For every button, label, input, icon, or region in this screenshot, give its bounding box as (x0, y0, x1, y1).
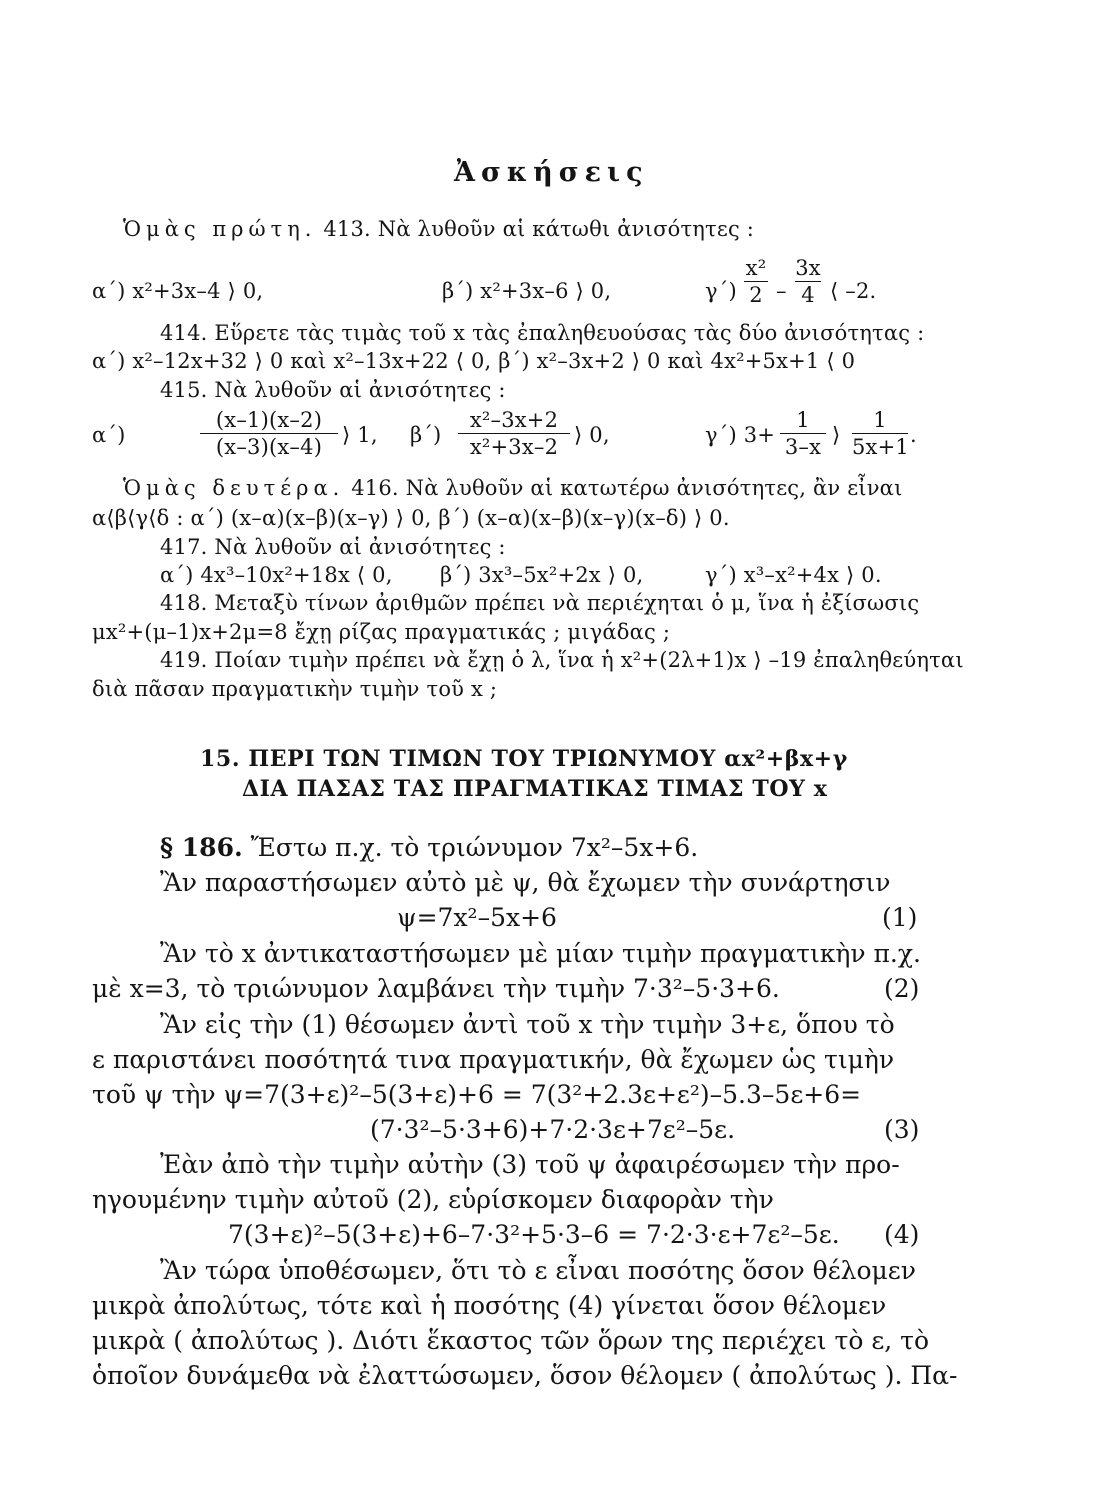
paragraph-line: Ἂν τὸ x ἀντικαταστήσωμεν μὲ μίαν τιμὴν πραγματικὴν π.χ. (160, 939, 921, 968)
equation-3: (7·3²–5·3+6)+7·2·3ε+7ε²–5ε. (370, 1115, 736, 1144)
exercise-418-line2: μx²+(μ–1)x+2μ=8 ἔχῃ ρίζας πραγματικάς ; μιγάδας ; (92, 620, 671, 644)
exercise-415-intro: 415. Νὰ λυθοῦν αἱ ἀνισότητες : (160, 378, 506, 402)
exercise-413-a: α΄) x²+3x–4 ⟩ 0, (92, 279, 264, 303)
paragraph-line: Ἂν παραστήσωμεν αὐτὸ μὲ ψ, θὰ ἔχωμεν τὴν συνάρτησιν (160, 868, 891, 897)
paragraph-line: ὁποῖον δυνάμεθα νὰ ἐλαττώσωμεν, ὅσον θέλομεν ( ἀπολύτως ). Πα- (92, 1361, 958, 1390)
exercise-415-a-prefix: α΄) (92, 423, 126, 447)
exercise-413-intro: 413. Νὰ λυθοῦν αἱ κάτωθι ἀνισότητες : (323, 217, 755, 241)
fraction-bar (458, 433, 570, 434)
exercise-416-line1 (123, 478, 903, 499)
paragraph-186-line1 (160, 835, 698, 860)
fraction-numerator: 1 (873, 408, 887, 432)
exercise-413-c-suffix: ⟨ –2. (830, 279, 877, 303)
exercise-416-line2: α⟨β⟨γ⟨δ : α΄) (x–α)(x–β)(x–γ) ⟩ 0, β΄) (x–α)(x–β)(x–γ)(x–δ) ⟩ 0. (92, 506, 730, 530)
fraction-numerator: (x–1)(x–2) (215, 408, 323, 432)
exercise-417-intro: 417. Νὰ λυθοῦν αἱ ἀνισότητες : (160, 535, 506, 559)
fraction (780, 410, 826, 458)
exercise-413-line (123, 219, 754, 240)
paragraph-line: μὲ x=3, τὸ τριώνυμον λαμβάνει τὴν τιμὴν 7·3²–5·3+6. (92, 974, 780, 1003)
exercise-417-b: β΄) 3x³–5x²+2x ⟩ 0, (440, 563, 644, 587)
fraction-denominator: 3–x (784, 435, 822, 459)
paragraph-mark: § 186. (160, 833, 243, 862)
exercise-415-c-suffix: . (910, 423, 917, 447)
group-label: Ὁμὰς πρώτη. (123, 217, 317, 241)
fraction-numerator: 1 (796, 408, 810, 432)
fraction (852, 410, 908, 458)
group-label: Ὁμὰς δευτέρα. (123, 476, 345, 500)
minus-sign: – (776, 279, 787, 303)
fraction-bar (744, 281, 768, 282)
fraction (744, 258, 768, 306)
paragraph-line: ε παριστάνει ποσότητά τινα πραγματικήν, θὰ ἔχωμεν ὡς τιμὴν (92, 1045, 895, 1074)
section-heading-line2: ΔΙΑ ΠΑΣΑΣ ΤΑΣ ΠΡΑΓΜΑΤΙΚΑΣ ΤΙΜΑΣ ΤΟΥ x (242, 776, 828, 802)
fraction-numerator: x² (745, 256, 767, 280)
fraction-bar (780, 433, 826, 434)
fraction-bar (795, 281, 821, 282)
exercise-419-line1: 419. Ποίαν τιμὴν πρέπει νὰ ἔχῃ ὁ λ, ἵνα ἡ x²+(2λ+1)x ⟩ –19 ἐπαληθεύηται (160, 648, 964, 672)
exercise-415-b-prefix: β΄) (410, 423, 442, 447)
fraction-numerator: 3x (795, 256, 821, 280)
equation-number: (4) (884, 1220, 920, 1249)
exercise-415-a-suffix: ⟩ 1, (342, 423, 378, 447)
paragraph-line: τοῦ ψ τὴν ψ=7(3+ε)²–5(3+ε)+6 = 7(3²+2.3ε+ε²)–5.3–5ε+6= (92, 1080, 862, 1109)
page-title: Ἀσκήσεις (454, 157, 649, 188)
fraction-denominator: 4 (801, 283, 815, 307)
fraction (200, 410, 338, 458)
fraction-denominator: 5x+1 (852, 435, 909, 459)
paragraph-line: ηγουμένην τιμὴν αὐτοῦ (2), εὑρίσκομεν διαφορὰν τὴν (92, 1185, 774, 1214)
exercise-415-c-prefix: γ΄) 3+ (705, 423, 776, 447)
exercise-419-line2: διὰ πᾶσαν πραγματικὴν τιμὴν τοῦ x ; (92, 677, 498, 701)
fraction (458, 410, 570, 458)
fraction-bar (200, 433, 338, 434)
fraction-denominator: (x–3)(x–4) (215, 435, 323, 459)
paragraph-line: μικρὰ ἀπολύτως, τότε καὶ ἡ ποσότης (4) γίνεται ὅσον θέλομεν (92, 1291, 887, 1320)
paragraph-line: Ἐὰν ἀπὸ τὴν τιμὴν αὐτὴν (3) τοῦ ψ ἀφαιρέσωμεν τὴν προ- (160, 1150, 900, 1179)
exercise-416-intro: 416. Νὰ λυθοῦν αἱ κατωτέρω ἀνισότητες, ἂν εἶναι (351, 476, 903, 500)
exercise-414-line2: α΄) x²–12x+32 ⟩ 0 καὶ x²–13x+22 ⟨ 0, β΄) x²–3x+2 ⟩ 0 καὶ 4x²+5x+1 ⟨ 0 (92, 349, 856, 373)
fraction-denominator: 2 (749, 283, 763, 307)
equation-number: (1) (882, 903, 918, 932)
section-heading-line1: 15. ΠΕΡΙ ΤΩΝ ΤΙΜΩΝ ΤΟΥ ΤΡΙΩΝΥΜΟΥ αx²+βx+γ (200, 746, 848, 772)
equation-number: (3) (884, 1115, 920, 1144)
fraction-denominator: x²+3x–2 (469, 435, 559, 459)
equation-1: ψ=7x²–5x+6 (397, 903, 557, 932)
exercise-414-line1: 414. Εὕρετε τὰς τιμὰς τοῦ x τὰς ἐπαληθευούσας τὰς δύο ἀνισότητας : (160, 321, 925, 345)
exercise-413-c-prefix: γ΄) (705, 279, 737, 303)
equation-number: (2) (884, 974, 920, 1003)
exercise-415-b-suffix: ⟩ 0, (574, 423, 610, 447)
exercise-417-a: α΄) 4x³–10x²+18x ⟨ 0, (160, 563, 393, 587)
fraction-numerator: x²–3x+2 (469, 408, 559, 432)
inequality-sign: ⟩ (832, 423, 841, 447)
exercise-413-b: β΄) x²+3x–6 ⟩ 0, (442, 279, 612, 303)
equation-4: 7(3+ε)²–5(3+ε)+6–7·3²+5·3–6 = 7·2·3·ε+7ε²–5ε. (228, 1220, 840, 1249)
exercise-418-line1: 418. Μεταξὺ τίνων ἀριθμῶν πρέπει νὰ περιέχηται ὁ μ, ἵνα ἡ ἐξίσωσις (160, 591, 920, 615)
paragraph-line: Ἂν τώρα ὑποθέσωμεν, ὅτι τὸ ε εἶναι ποσότης ὅσον θέλομεν (160, 1256, 916, 1285)
exercise-417-c: γ΄) x³–x²+4x ⟩ 0. (705, 563, 882, 587)
paragraph-text: Ἔστω π.χ. τὸ τριώνυμον 7x²–5x+6. (250, 833, 699, 862)
fraction-bar (852, 433, 908, 434)
paragraph-line: Ἂν εἰς τὴν (1) θέσωμεν ἀντὶ τοῦ x τὴν τιμὴν 3+ε, ὅπου τὸ (160, 1010, 895, 1039)
paragraph-line: μικρὰ ( ἀπολύτως ). Διότι ἕκαστος τῶν ὅρων της περιέχει τὸ ε, τὸ (92, 1326, 930, 1355)
fraction (795, 258, 821, 306)
